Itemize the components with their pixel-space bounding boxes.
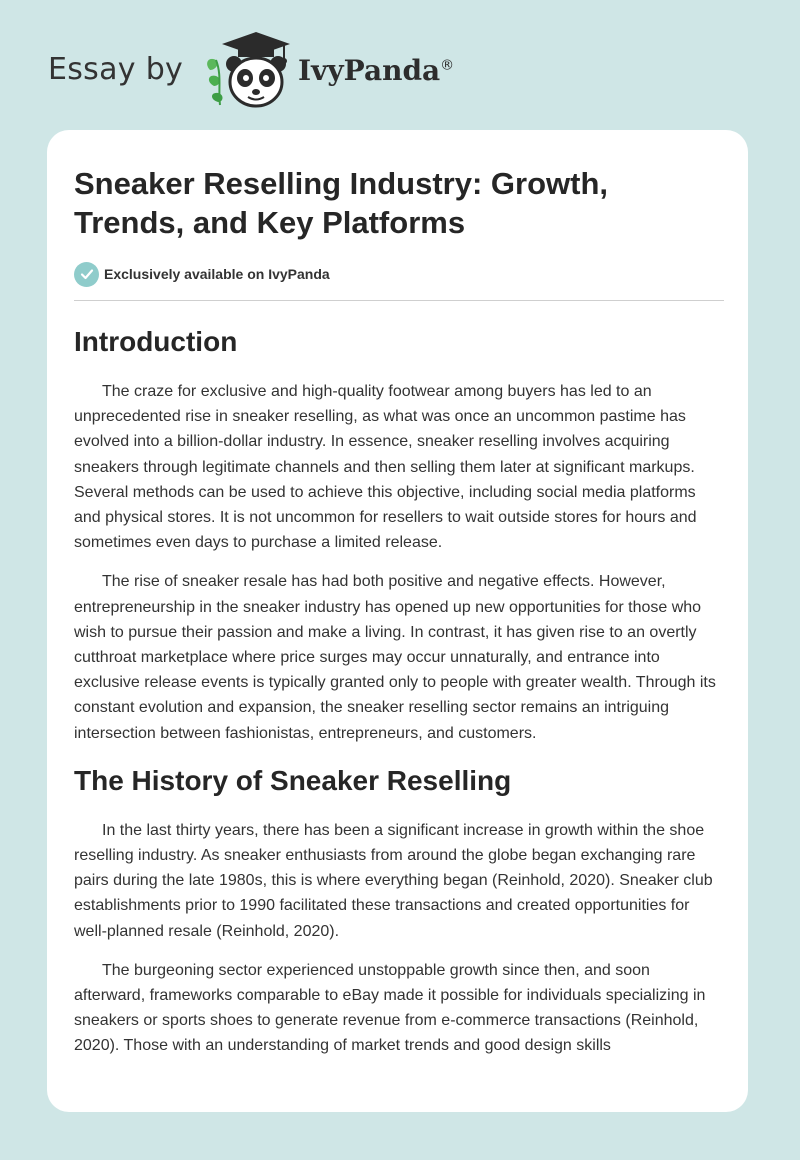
paragraph: The craze for exclusive and high-quality footwear among buyers has led to an unprecedented rise in sneaker reselling, as what was once an uncommon pastime has evolved into a billion-dollar industry. In essence, sneaker reselling involves acquiring sneakers through legitimate channels and then selling them later at significant markups. Several methods can be used to achieve this objective, including social media platforms and physical stores. It is not uncommon for resellers to wait outside stores for hours and sometimes even days to purchase a limited release. xyxy=(74,383,697,552)
paragraph: In the last thirty years, there has been a significant increase in growth within the shoe reselling industry. As sneaker enthusiasts from around the globe began exchanging rare pairs during the late 1980s, this is where everything began (Reinhold, 2020). Sneaker club establishments prior to 1990 facilitated these transactions and created opportunities for well-planned resale (Reinhold, 2020). xyxy=(74,821,713,940)
paragraph: The rise of sneaker resale has had both positive and negative effects. However, entrepreneurship in the sneaker industry has opened up new opportunities for those who wish to pursue their passion and make a living. In contrast, it has given rise to an overtly cutthroat marketplace where price surges may occur unnaturally, and entrance into exclusive release events is typically granted only to people with greater wealth. Through its constant evolution and expansion, the sneaker reselling sector remains an intriguing intersection between fashionistas, entrepreneurs, and customers. xyxy=(74,573,716,742)
exclusive-label: Exclusively available on IvyPanda xyxy=(104,266,330,282)
site-header xyxy=(48,30,548,110)
essay-by-label: Essay by xyxy=(48,52,184,87)
panda-graduate-logo-icon[interactable] xyxy=(202,30,294,110)
essay-title: Sneaker Reselling Industry: Growth, Trends, and Key Platforms xyxy=(74,166,609,240)
brand-name[interactable]: IvyPanda® xyxy=(298,54,455,87)
essay-card xyxy=(47,130,748,1112)
exclusive-badge xyxy=(74,260,724,288)
section-heading-history: The History of Sneaker Reselling xyxy=(74,764,512,796)
title-divider xyxy=(74,300,724,301)
paragraph: The burgeoning sector experienced unstoppable growth since then, and soon afterward, frameworks comparable to eBay made it possible for individuals specializing in sneakers or sports shoes to generate revenue from e-commerce transactions (Reinhold, 2020). Those with an understanding of market trends and good design skills xyxy=(74,961,706,1055)
section-heading-introduction: Introduction xyxy=(74,326,238,357)
check-icon xyxy=(74,262,99,287)
